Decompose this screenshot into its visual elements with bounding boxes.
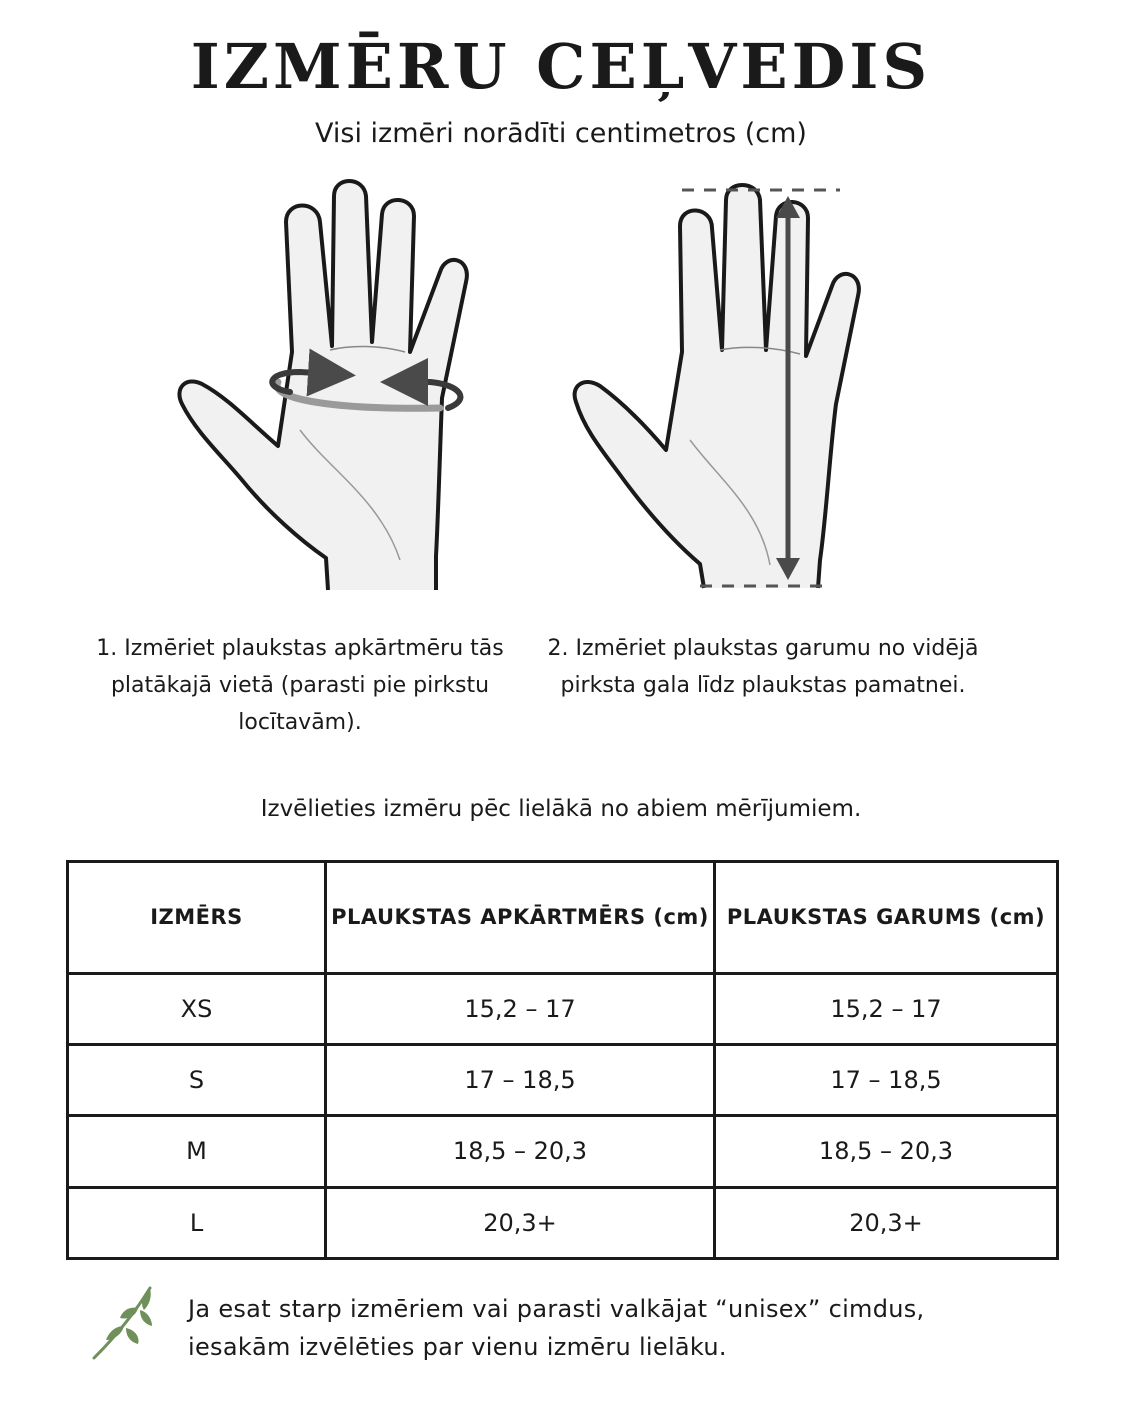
cell-circumference: 15,2 – 17 <box>326 973 715 1044</box>
sizing-tip-line-1: Ja esat starp izmēriem vai parasti valkājat “unisex” cimdus, <box>188 1295 925 1323</box>
sizing-tip <box>188 1290 1068 1366</box>
leaf-branch-icon <box>86 1280 166 1370</box>
selection-note: Izvēlieties izmēru pēc lielākā no abiem mērījumiem. <box>260 796 862 822</box>
hand-left-outline <box>179 181 466 590</box>
cell-size: L <box>68 1187 326 1258</box>
size-table <box>66 860 1059 1260</box>
page-subtitle: Visi izmēri norādīti centimetros (cm) <box>315 118 807 149</box>
instruction-circumference: 1. Izmēriet plaukstas apkārtmēru tās platākajā vietā (parasti pie pirkstu locītavām). <box>96 636 504 735</box>
hand-length-diagram <box>575 185 859 588</box>
cell-length: 15,2 – 17 <box>715 973 1058 1044</box>
cell-size: XS <box>68 973 326 1044</box>
header-length: PLAUKSTAS GARUMS (cm) <box>715 862 1058 974</box>
table-row <box>68 1044 1058 1115</box>
header-size: IZMĒRS <box>68 862 326 974</box>
cell-length: 20,3+ <box>715 1187 1058 1258</box>
table-header-row <box>68 862 1058 974</box>
cell-circumference: 17 – 18,5 <box>326 1044 715 1115</box>
hand-circumference-diagram <box>179 181 466 590</box>
table-row <box>68 973 1058 1044</box>
table-row <box>68 1187 1058 1258</box>
hand-right-outline <box>575 185 859 588</box>
cell-length: 18,5 – 20,3 <box>715 1116 1058 1187</box>
header-circumference: PLAUKSTAS APKĀRTMĒRS (cm) <box>326 862 715 974</box>
table-row <box>68 1116 1058 1187</box>
cell-circumference: 18,5 – 20,3 <box>326 1116 715 1187</box>
sizing-tip-line-2: iesakām izvēlēties par vienu izmēru lielāku. <box>188 1333 727 1361</box>
hand-illustrations <box>0 160 1122 610</box>
page-title: IZMĒRU CEĻVEDIS <box>190 30 932 103</box>
cell-size: S <box>68 1044 326 1115</box>
cell-length: 17 – 18,5 <box>715 1044 1058 1115</box>
cell-circumference: 20,3+ <box>326 1187 715 1258</box>
instruction-length: 2. Izmēriet plaukstas garumu no vidējā pirksta gala līdz plaukstas pamatnei. <box>547 636 979 698</box>
cell-size: M <box>68 1116 326 1187</box>
